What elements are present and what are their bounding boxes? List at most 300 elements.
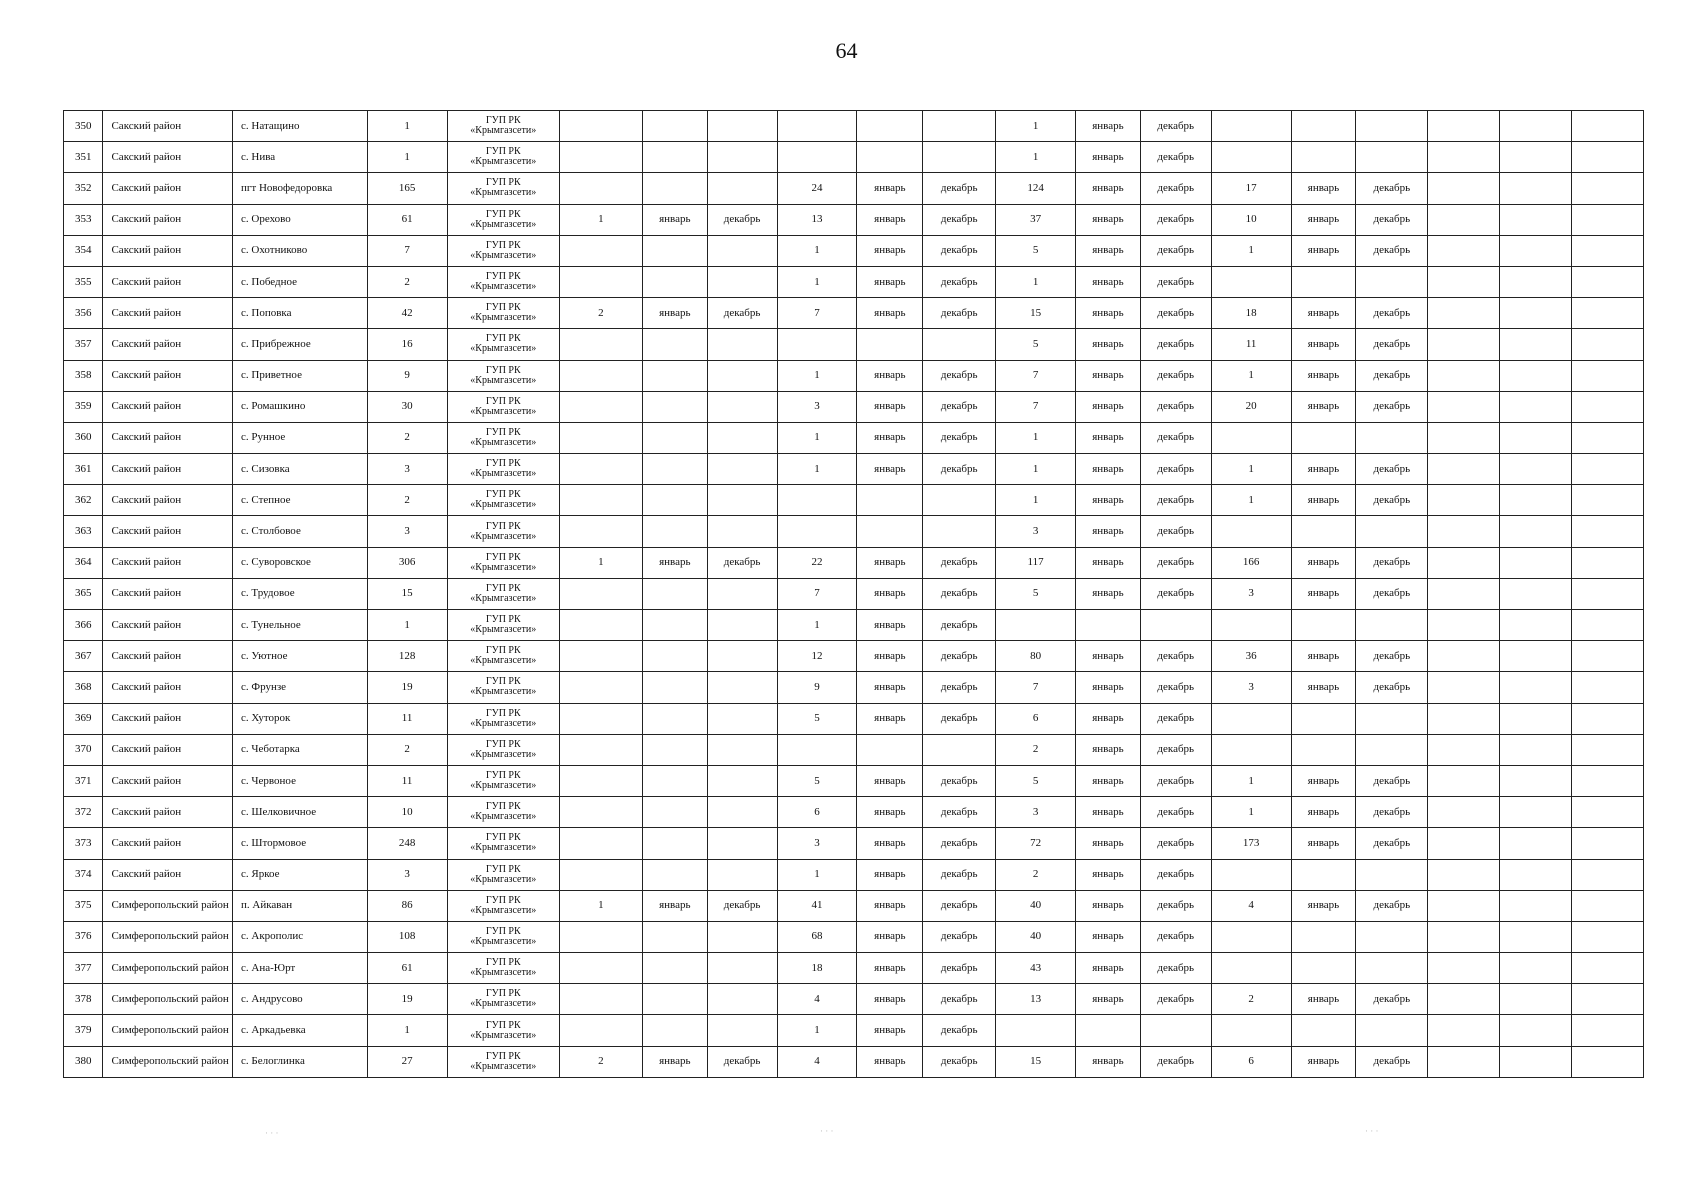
start-month-cell: январь <box>1291 329 1356 360</box>
start-month-cell <box>1291 859 1356 890</box>
end-month-cell: декабрь <box>923 859 996 890</box>
empty-cell <box>1428 173 1500 204</box>
group-count-cell: 1 <box>1211 360 1291 391</box>
group-count-cell <box>777 329 857 360</box>
end-month-cell: декабрь <box>1140 578 1211 609</box>
group-count-cell: 6 <box>1211 1046 1291 1077</box>
start-month-cell: январь <box>1291 1046 1356 1077</box>
start-month-cell: январь <box>857 828 923 859</box>
organization-line-1: ГУП РК <box>485 395 521 407</box>
total-count-cell: 42 <box>367 298 447 329</box>
district-cell: Сакский район <box>103 516 233 547</box>
table-row <box>64 204 1644 235</box>
group-count-cell: 173 <box>1211 828 1291 859</box>
organization-cell <box>447 890 559 921</box>
group-count-cell: 4 <box>777 984 857 1015</box>
start-month-cell: январь <box>857 984 923 1015</box>
start-month-cell: январь <box>1076 1046 1141 1077</box>
district-cell: Сакский район <box>103 235 233 266</box>
group-count-cell: 40 <box>996 890 1076 921</box>
group-count-cell: 1 <box>777 422 857 453</box>
start-month-cell: январь <box>1291 828 1356 859</box>
total-count-cell: 248 <box>367 828 447 859</box>
end-month-cell <box>707 454 777 485</box>
start-month-cell: январь <box>1076 890 1141 921</box>
table-row <box>64 1015 1644 1046</box>
organization-cell <box>447 516 559 547</box>
group-count-cell: 72 <box>996 828 1076 859</box>
start-month-cell: январь <box>1076 422 1141 453</box>
start-month-cell: январь <box>642 298 707 329</box>
table-row <box>64 641 1644 672</box>
empty-cell <box>1571 765 1643 796</box>
start-month-cell: январь <box>1076 266 1141 297</box>
organization-cell <box>447 454 559 485</box>
organization-line-2: «Крымгазсети» <box>470 998 537 1010</box>
group-count-cell: 6 <box>777 797 857 828</box>
end-month-cell: декабрь <box>1356 578 1428 609</box>
start-month-cell: январь <box>642 1046 707 1077</box>
group-count-cell: 15 <box>996 1046 1076 1077</box>
organization-cell <box>447 298 559 329</box>
organization-line-1: ГУП РК <box>485 239 521 251</box>
group-count-cell: 7 <box>777 578 857 609</box>
end-month-cell: декабрь <box>923 235 996 266</box>
table-row <box>64 828 1644 859</box>
empty-cell <box>1500 235 1572 266</box>
organization-line-1: ГУП РК <box>485 863 521 875</box>
start-month-cell: январь <box>857 953 923 984</box>
row-number-cell: 377 <box>64 953 103 984</box>
organization-line-1: ГУП РК <box>485 458 521 470</box>
group-count-cell <box>559 454 642 485</box>
group-count-cell <box>1211 516 1291 547</box>
start-month-cell: январь <box>857 298 923 329</box>
empty-cell <box>1571 454 1643 485</box>
group-count-cell: 1 <box>777 360 857 391</box>
group-count-cell <box>559 173 642 204</box>
organization-cell <box>447 578 559 609</box>
empty-cell <box>1428 890 1500 921</box>
organization-line-1: ГУП РК <box>485 364 521 376</box>
start-month-cell: январь <box>857 672 923 703</box>
group-count-cell <box>559 360 642 391</box>
start-month-cell <box>1291 111 1356 142</box>
organization-cell <box>447 610 559 641</box>
start-month-cell: январь <box>857 422 923 453</box>
start-month-cell: январь <box>1291 765 1356 796</box>
table-row <box>64 454 1644 485</box>
end-month-cell: декабрь <box>1140 953 1211 984</box>
district-cell: Сакский район <box>103 859 233 890</box>
table-row <box>64 173 1644 204</box>
organization-line-2: «Крымгазсети» <box>470 1060 537 1072</box>
table-row <box>64 610 1644 641</box>
organization-line-1: ГУП РК <box>485 707 521 719</box>
end-month-cell: декабрь <box>1356 672 1428 703</box>
organization-line-1: ГУП РК <box>485 302 521 314</box>
empty-cell <box>1571 578 1643 609</box>
start-month-cell <box>642 859 707 890</box>
start-month-cell: январь <box>857 797 923 828</box>
group-count-cell: 5 <box>996 235 1076 266</box>
end-month-cell <box>707 765 777 796</box>
end-month-cell <box>1356 266 1428 297</box>
row-number-cell: 373 <box>64 828 103 859</box>
end-month-cell <box>707 111 777 142</box>
group-count-cell: 24 <box>777 173 857 204</box>
settlement-cell: с. Нива <box>233 142 368 173</box>
start-month-cell: январь <box>857 547 923 578</box>
group-count-cell <box>559 984 642 1015</box>
start-month-cell: январь <box>857 454 923 485</box>
empty-cell <box>1571 734 1643 765</box>
empty-cell <box>1500 610 1572 641</box>
empty-cell <box>1500 765 1572 796</box>
empty-cell <box>1571 828 1643 859</box>
row-number-cell: 379 <box>64 1015 103 1046</box>
district-cell: Сакский район <box>103 142 233 173</box>
table-row <box>64 1046 1644 1077</box>
end-month-cell <box>707 859 777 890</box>
organization-line-2: «Крымгазсети» <box>470 686 537 698</box>
end-month-cell: декабрь <box>1140 797 1211 828</box>
organization-line-2: «Крымгазсети» <box>470 592 537 604</box>
district-cell: Симферопольский район <box>103 1015 233 1046</box>
start-month-cell <box>857 485 923 516</box>
organization-line-2: «Крымгазсети» <box>470 436 537 448</box>
empty-cell <box>1428 298 1500 329</box>
start-month-cell <box>1076 1015 1141 1046</box>
group-count-cell <box>1211 142 1291 173</box>
group-count-cell: 5 <box>777 765 857 796</box>
end-month-cell <box>707 142 777 173</box>
end-month-cell: декабрь <box>1140 485 1211 516</box>
empty-cell <box>1428 984 1500 1015</box>
start-month-cell <box>857 142 923 173</box>
district-cell: Сакский район <box>103 329 233 360</box>
start-month-cell: январь <box>1291 391 1356 422</box>
group-count-cell: 1 <box>1211 765 1291 796</box>
settlement-cell: с. Андрусово <box>233 984 368 1015</box>
row-number-cell: 360 <box>64 422 103 453</box>
end-month-cell: декабрь <box>923 828 996 859</box>
end-month-cell <box>923 111 996 142</box>
empty-cell <box>1428 828 1500 859</box>
start-month-cell <box>642 984 707 1015</box>
end-month-cell: декабрь <box>1356 360 1428 391</box>
end-month-cell <box>707 610 777 641</box>
start-month-cell <box>642 111 707 142</box>
total-count-cell: 1 <box>367 610 447 641</box>
end-month-cell <box>1356 422 1428 453</box>
row-number-cell: 365 <box>64 578 103 609</box>
organization-cell <box>447 485 559 516</box>
group-count-cell <box>559 734 642 765</box>
group-count-cell: 13 <box>777 204 857 235</box>
table-row <box>64 142 1644 173</box>
start-month-cell: январь <box>1076 672 1141 703</box>
organization-line-2: «Крымгазсети» <box>470 655 537 667</box>
total-count-cell: 128 <box>367 641 447 672</box>
start-month-cell: январь <box>857 641 923 672</box>
organization-line-1: ГУП РК <box>485 208 521 220</box>
end-month-cell <box>1356 1015 1428 1046</box>
empty-cell <box>1500 1015 1572 1046</box>
district-cell: Симферопольский район <box>103 984 233 1015</box>
end-month-cell: декабрь <box>1356 235 1428 266</box>
empty-cell <box>1500 360 1572 391</box>
end-month-cell <box>923 734 996 765</box>
total-count-cell: 3 <box>367 859 447 890</box>
row-number-cell: 356 <box>64 298 103 329</box>
total-count-cell: 2 <box>367 422 447 453</box>
organization-line-1: ГУП РК <box>485 177 521 189</box>
start-month-cell: январь <box>1291 485 1356 516</box>
row-number-cell: 372 <box>64 797 103 828</box>
group-count-cell: 1 <box>777 859 857 890</box>
row-number-cell: 361 <box>64 454 103 485</box>
group-count-cell <box>1211 422 1291 453</box>
group-count-cell <box>1211 703 1291 734</box>
empty-cell <box>1428 953 1500 984</box>
end-month-cell <box>1356 111 1428 142</box>
district-cell: Сакский район <box>103 266 233 297</box>
empty-cell <box>1500 703 1572 734</box>
group-count-cell: 22 <box>777 547 857 578</box>
start-month-cell: январь <box>1291 173 1356 204</box>
start-month-cell: январь <box>857 610 923 641</box>
empty-cell <box>1500 422 1572 453</box>
start-month-cell <box>642 516 707 547</box>
total-count-cell: 16 <box>367 329 447 360</box>
empty-cell <box>1428 142 1500 173</box>
empty-cell <box>1500 672 1572 703</box>
start-month-cell <box>1076 610 1141 641</box>
end-month-cell <box>707 516 777 547</box>
group-count-cell: 166 <box>1211 547 1291 578</box>
group-count-cell <box>559 859 642 890</box>
settlement-cell: с. Штормовое <box>233 828 368 859</box>
end-month-cell: декабрь <box>923 173 996 204</box>
organization-line-2: «Крымгазсети» <box>470 405 537 417</box>
start-month-cell <box>642 734 707 765</box>
start-month-cell <box>642 266 707 297</box>
group-count-cell: 41 <box>777 890 857 921</box>
organization-cell <box>447 859 559 890</box>
empty-cell <box>1500 641 1572 672</box>
empty-cell <box>1500 797 1572 828</box>
empty-cell <box>1571 235 1643 266</box>
row-number-cell: 359 <box>64 391 103 422</box>
empty-cell <box>1428 797 1500 828</box>
district-cell: Сакский район <box>103 765 233 796</box>
organization-line-2: «Крымгазсети» <box>470 842 537 854</box>
settlement-cell: с. Ана-Юрт <box>233 953 368 984</box>
end-month-cell: декабрь <box>1356 485 1428 516</box>
end-month-cell: декабрь <box>1356 204 1428 235</box>
group-count-cell: 3 <box>777 828 857 859</box>
group-count-cell <box>559 953 642 984</box>
start-month-cell: январь <box>1076 547 1141 578</box>
group-count-cell: 117 <box>996 547 1076 578</box>
settlement-cell: с. Приветное <box>233 360 368 391</box>
empty-cell <box>1571 921 1643 952</box>
end-month-cell: декабрь <box>1140 765 1211 796</box>
group-count-cell: 1 <box>996 422 1076 453</box>
start-month-cell: январь <box>1291 547 1356 578</box>
organization-line-2: «Крымгазсети» <box>470 780 537 792</box>
empty-cell <box>1500 391 1572 422</box>
group-count-cell <box>559 797 642 828</box>
organization-line-2: «Крымгазсети» <box>470 530 537 542</box>
start-month-cell: январь <box>1076 235 1141 266</box>
group-count-cell <box>559 142 642 173</box>
end-month-cell: декабрь <box>1140 298 1211 329</box>
district-cell: Сакский район <box>103 734 233 765</box>
group-count-cell: 1 <box>996 142 1076 173</box>
end-month-cell: декабрь <box>1356 828 1428 859</box>
table-row <box>64 111 1644 142</box>
end-month-cell: декабрь <box>1140 235 1211 266</box>
total-count-cell: 165 <box>367 173 447 204</box>
group-count-cell <box>559 921 642 952</box>
start-month-cell <box>642 828 707 859</box>
end-month-cell: декабрь <box>1356 765 1428 796</box>
start-month-cell: январь <box>1076 142 1141 173</box>
organization-line-2: «Крымгазсети» <box>470 624 537 636</box>
empty-cell <box>1428 516 1500 547</box>
empty-cell <box>1571 1015 1643 1046</box>
group-count-cell: 2 <box>559 1046 642 1077</box>
start-month-cell: январь <box>1291 204 1356 235</box>
organization-cell <box>447 672 559 703</box>
empty-cell <box>1428 859 1500 890</box>
start-month-cell <box>857 734 923 765</box>
start-month-cell <box>642 610 707 641</box>
end-month-cell <box>707 235 777 266</box>
organization-line-2: «Крымгазсети» <box>470 748 537 760</box>
end-month-cell: декабрь <box>1140 828 1211 859</box>
empty-cell <box>1428 329 1500 360</box>
empty-cell <box>1500 984 1572 1015</box>
end-month-cell: декабрь <box>1356 454 1428 485</box>
end-month-cell <box>923 142 996 173</box>
start-month-cell <box>1291 953 1356 984</box>
settlement-cell: с. Натащино <box>233 111 368 142</box>
group-count-cell <box>559 765 642 796</box>
end-month-cell: декабрь <box>923 391 996 422</box>
end-month-cell: декабрь <box>707 204 777 235</box>
organization-line-1: ГУП РК <box>485 894 521 906</box>
organization-line-2: «Крымгазсети» <box>470 1029 537 1041</box>
empty-cell <box>1571 547 1643 578</box>
empty-cell <box>1428 235 1500 266</box>
group-count-cell <box>1211 1015 1291 1046</box>
start-month-cell <box>857 329 923 360</box>
row-number-cell: 352 <box>64 173 103 204</box>
group-count-cell: 2 <box>1211 984 1291 1015</box>
settlement-cell: п. Айкаван <box>233 890 368 921</box>
end-month-cell: декабрь <box>1356 391 1428 422</box>
end-month-cell <box>1356 610 1428 641</box>
start-month-cell: январь <box>1076 454 1141 485</box>
empty-cell <box>1428 360 1500 391</box>
total-count-cell: 306 <box>367 547 447 578</box>
group-count-cell <box>559 641 642 672</box>
start-month-cell: январь <box>1076 797 1141 828</box>
group-count-cell: 37 <box>996 204 1076 235</box>
group-count-cell: 1 <box>996 485 1076 516</box>
organization-line-2: «Крымгазсети» <box>470 499 537 511</box>
district-cell: Сакский район <box>103 485 233 516</box>
end-month-cell <box>707 485 777 516</box>
empty-cell <box>1428 921 1500 952</box>
group-count-cell: 1 <box>777 235 857 266</box>
group-count-cell: 1 <box>559 890 642 921</box>
district-cell: Симферопольский район <box>103 890 233 921</box>
end-month-cell: декабрь <box>1140 142 1211 173</box>
group-count-cell: 5 <box>777 703 857 734</box>
organization-cell <box>447 235 559 266</box>
empty-cell <box>1428 672 1500 703</box>
empty-cell <box>1500 329 1572 360</box>
empty-cell <box>1571 703 1643 734</box>
end-month-cell: декабрь <box>1140 641 1211 672</box>
empty-cell <box>1571 641 1643 672</box>
district-cell: Сакский район <box>103 111 233 142</box>
group-count-cell <box>777 111 857 142</box>
end-month-cell: декабрь <box>1140 703 1211 734</box>
start-month-cell: январь <box>642 204 707 235</box>
end-month-cell <box>923 516 996 547</box>
start-month-cell <box>642 765 707 796</box>
row-number-cell: 351 <box>64 142 103 173</box>
end-month-cell: декабрь <box>923 610 996 641</box>
empty-cell <box>1571 953 1643 984</box>
start-month-cell <box>1291 1015 1356 1046</box>
district-cell: Сакский район <box>103 204 233 235</box>
total-count-cell: 30 <box>367 391 447 422</box>
end-month-cell: декабрь <box>923 797 996 828</box>
organization-line-2: «Крымгазсети» <box>470 125 537 137</box>
start-month-cell <box>642 142 707 173</box>
end-month-cell: декабрь <box>1140 921 1211 952</box>
group-count-cell <box>559 266 642 297</box>
end-month-cell <box>707 672 777 703</box>
organization-line-1: ГУП РК <box>485 832 521 844</box>
organization-line-2: «Крымгазсети» <box>470 343 537 355</box>
group-count-cell: 1 <box>777 1015 857 1046</box>
row-number-cell: 380 <box>64 1046 103 1077</box>
group-count-cell <box>559 391 642 422</box>
end-month-cell: декабрь <box>1140 984 1211 1015</box>
empty-cell <box>1500 547 1572 578</box>
start-month-cell: январь <box>1291 235 1356 266</box>
empty-cell <box>1428 485 1500 516</box>
empty-cell <box>1500 298 1572 329</box>
end-month-cell: декабрь <box>1140 1046 1211 1077</box>
group-count-cell: 2 <box>559 298 642 329</box>
end-month-cell <box>1140 610 1211 641</box>
organization-cell <box>447 422 559 453</box>
total-count-cell: 86 <box>367 890 447 921</box>
organization-cell <box>447 142 559 173</box>
empty-cell <box>1571 672 1643 703</box>
organization-line-2: «Крымгазсети» <box>470 468 537 480</box>
district-cell: Симферопольский район <box>103 921 233 952</box>
total-count-cell: 2 <box>367 485 447 516</box>
